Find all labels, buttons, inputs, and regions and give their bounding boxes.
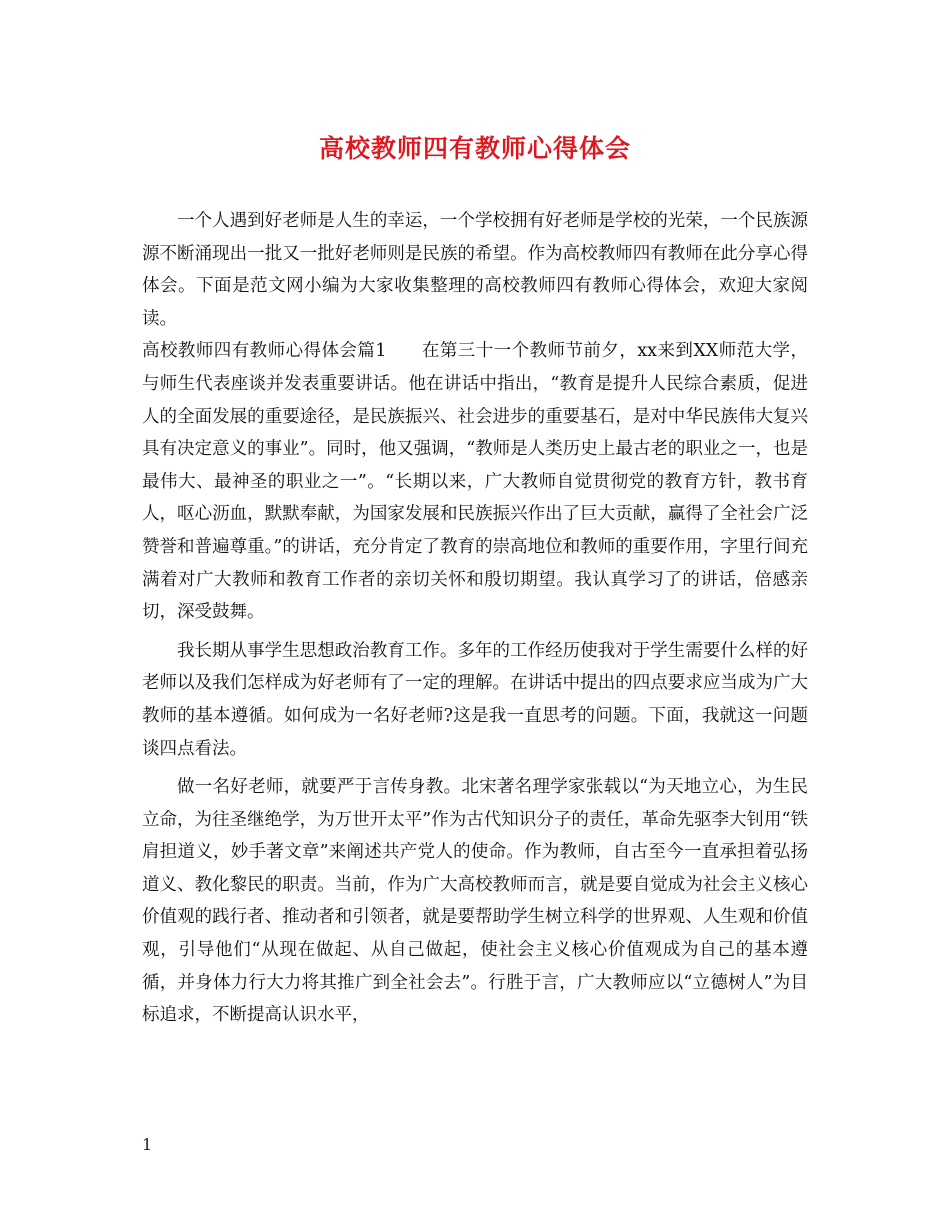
document-title: 高校教师四有教师心得体会 — [318, 134, 631, 163]
intro-paragraph: 一个人遇到好老师是人生的幸运，一个学校拥有好老师是学校的光荣，一个民族源源不断涌现出一批又一批好老师则是民族的希望。作为高校教师四有教师在此分享心得体会。下面是范文网小编为大家收集整理的高校教师四有教师心得体会，欢迎大家阅读。 — [142, 211, 808, 329]
paragraph-3: 做一名好老师，就要严于言传身教。北宋著名理学家张载以“为天地立心，为生民立命，为往圣继绝学，为万世开太平”作为古代知识分子的责任，革命先驱李大钊用“铁肩担道义，妙手著文章”来阐述共产党人的使命。作为教师，自古至今一直承担着弘扬道义、教化黎民的职责。当前，作为广大高校教师而言，就是要自觉成为社会主义核心价值观的践行者、推动者和引领者，就是要帮助学生树立科学的世界观、人生观和价值观，引导他们“从现在做起、从自己做起，使社会主义核心价值观成为自己的基本遵循，并身体力行大力将其推广到全社会去”。行胜于言，广大教师应以“立德树人”为目标追求，不断提高认识水平， — [142, 777, 808, 1026]
document-body — [142, 205, 808, 1032]
paragraph-2: 我长期从事学生思想政治教育工作。多年的工作经历使我对于学生需要什么样的好老师以及我们怎样成为好老师有了一定的理解。在讲话中提出的四点要求应当成为广大教师的基本遵循。如何成为一名好老师?这是我一直思考的问题。下面，我就这一问题谈四点看法。 — [142, 640, 808, 759]
section-paragraph-1 — [142, 335, 808, 628]
section-heading: 高校教师四有教师心得体会篇1 — [142, 341, 387, 362]
page-number: 1 — [142, 1135, 153, 1154]
section-paragraph-1-text: 在第三十一个教师节前夕，xx来到XX师范大学，与师生代表座谈并发表重要讲话。他在讲话中指出，“教育是提升人民综合素质，促进人的全面发展的重要途径，是民族振兴、社会进步的重要基石，是对中华民族伟大复兴具有决定意义的事业”。同时，他又强调，“教师是人类历史上最古老的职业之一，也是最伟大、最神圣的职业之一”。“长期以来，广大教师自觉贯彻党的教育方针，教书育人，呕心沥血，默默奉献，为国家发展和民族振兴作出了巨大贡献，赢得了全社会广泛赞誉和普遍尊重。”的讲话，充分肯定了教育的崇高地位和教师的重要作用，字里行间充满着对广大教师和教育工作者的亲切关怀和殷切期望。我认真学习了的讲话，倍感亲切，深受鼓舞。 — [142, 341, 808, 623]
